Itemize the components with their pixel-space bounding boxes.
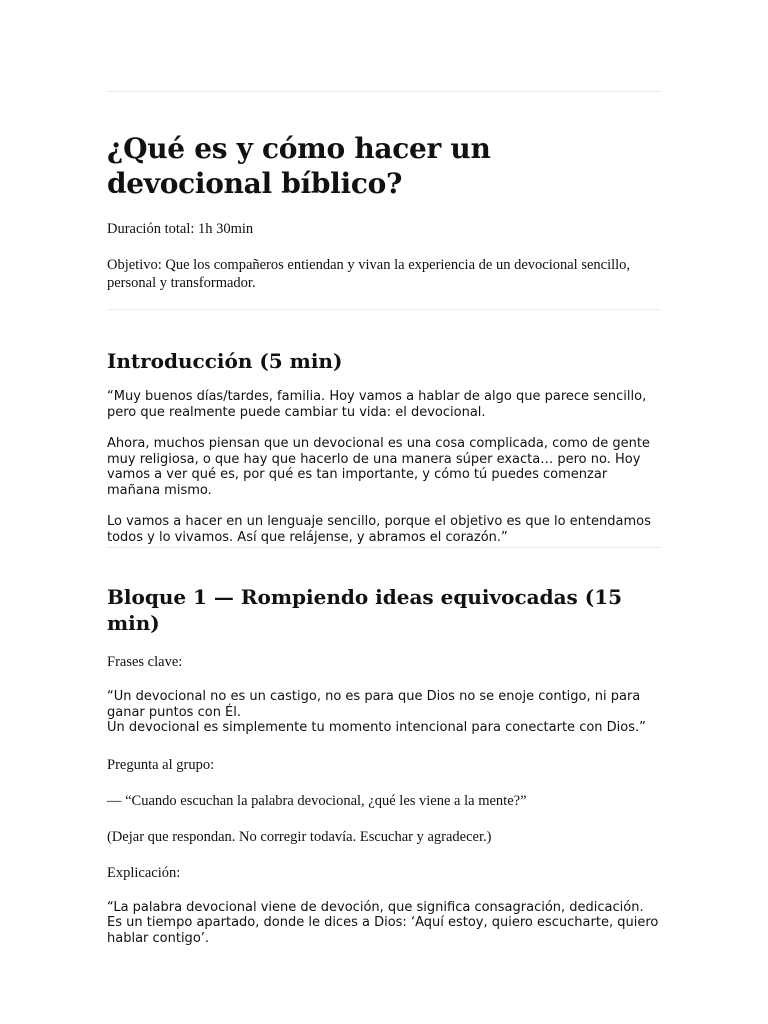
page-title: ¿Qué es y cómo hacer un devocional bíblico? — [107, 132, 491, 200]
block1-heading: Bloque 1 — Rompiendo ideas equivocadas (15 min) — [107, 585, 623, 635]
explanation-text: “La palabra devocional viene de devoción, que significa consagración, dedicación. Es un tiempo apartado, donde le dices a Dios: ‘Aquí estoy, quiero escucharte, quiero hablar contigo’. — [107, 899, 659, 946]
facilitator-instruction: (Dejar que respondan. No corregir todavía. Escuchar y agradecer.) — [107, 828, 492, 845]
intro-heading: Introducción (5 min) — [107, 349, 343, 373]
key-phrase-quote: “Un devocional no es un castigo, no es para que Dios no se enoje contigo, ni para ganar puntos con Él. — [107, 689, 641, 720]
key-phrase-quote: Un devocional es simplemente tu momento intencional para conectarte con Dios.” — [107, 720, 646, 735]
section-divider — [107, 309, 661, 310]
duration-text: Duración total: 1h 30min — [107, 221, 254, 237]
document-page — [107, 91, 661, 946]
intro-paragraph: Ahora, muchos piensan que un devocional es una cosa complicada, como de gente muy religiosa, o que hay que hacerlo de una manera súper exacta… pero no. Hoy vamos a ver qué es, por qué es tan importante, y cómo tú puedes comenzar mañana mismo. — [107, 436, 650, 498]
explanation-label: Explicación: — [107, 864, 181, 881]
group-question: — “Cuando escuchan la palabra devocional, ¿qué les viene a la mente?” — [107, 792, 527, 809]
key-phrases-label: Frases clave: — [107, 654, 183, 670]
question-label: Pregunta al grupo: — [107, 756, 215, 773]
intro-paragraph: Lo vamos a hacer en un lenguaje sencillo, porque el objetivo es que lo entendamos todos y lo vivamos. Así que relájense, y abramos el corazón.” — [107, 514, 651, 545]
section-divider — [107, 547, 661, 548]
top-divider — [107, 91, 661, 92]
objective-text: Objetivo: Que los compañeros entiendan y vivan la experiencia de un devocional sencillo, personal y transformador. — [107, 257, 631, 291]
intro-paragraph: “Muy buenos días/tardes, familia. Hoy vamos a hablar de algo que parece sencillo, pero que realmente puede cambiar tu vida: el devocional. — [107, 389, 647, 420]
